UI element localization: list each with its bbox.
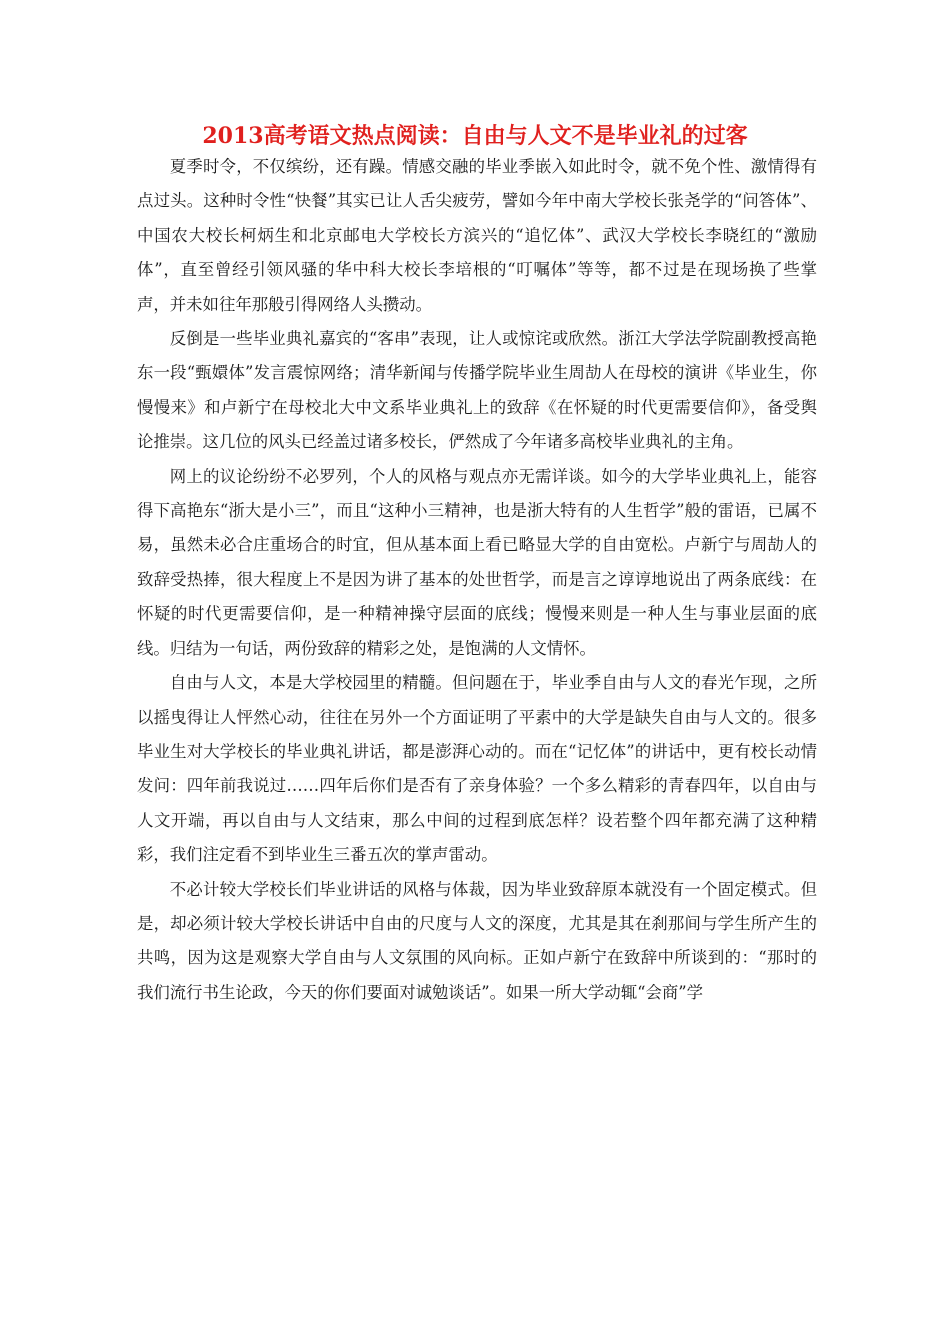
paragraph: 反倒是一些毕业典礼嘉宾的“客串”表现，让人或惊诧或欣然。浙江大学法学院副教授高艳东一段“甄嬛体”发言震惊网络；清华新闻与传播学院毕业生周劼人在母校的演讲《毕业生，你慢慢来》和卢新宁在母校北大中文系毕业典礼上的致辞《在怀疑的时代更需要信仰》，备受舆论推崇。这几位的风头已经盖过诸多校长，俨然成了今年诸多高校毕业典礼的主角。: [137, 329, 817, 452]
paragraph: 不必计较大学校长们毕业讲话的风格与体裁，因为毕业致辞原本就没有一个固定模式。但是，却必须计较大学校长讲话中自由的尺度与人文的深度，尤其是其在刹那间与学生所产生的共鸣，因为这是观察大学自由与人文氛围的风向标。正如卢新宁在致辞中所谈到的：“那时的我们流行书生论政，今天的你们要面对诚勉谈话”。如果一所大学动辄“会商”学: [137, 879, 817, 1002]
paragraph: 自由与人文，本是大学校园里的精髓。但问题在于，毕业季自由与人文的春光乍现，之所以摇曳得让人怦然心动，往往在另外一个方面证明了平素中的大学是缺失自由与人文的。很多毕业生对大学校长的毕业典礼讲话，都是澎湃心动的。而在“记忆体”的讲话中，更有校长动情发问：四年前我说过……四年后你们是否有了亲身体验？一个多么精彩的青春四年，以自由与人文开端，再以自由与人文结束，那么中间的过程到底怎样？设若整个四年都充满了这种精彩，我们注定看不到毕业生三番五次的掌声雷动。: [137, 673, 817, 865]
paragraph: 夏季时令，不仅缤纷，还有躁。情感交融的毕业季嵌入如此时令，就不免个性、激情得有点过头。这种时令性“快餐”其实已让人舌尖疲劳，譬如今年中南大学校长张尧学的“问答体”、中国农大校长柯炳生和北京邮电大学校长方滨兴的“追忆体”、武汉大学校长李晓红的“激励体”，直至曾经引领风骚的华中科大校长李培根的“叮嘱体”等等，都不过是在现场换了些掌声，并未如往年那般引得网络人头攒动。: [137, 157, 817, 314]
article-title: 2013高考语文热点阅读：自由与人文不是毕业礼的过客: [202, 123, 748, 149]
paragraph: 网上的议论纷纷不必罗列，个人的风格与观点亦无需详谈。如今的大学毕业典礼上，能容得下高艳东“浙大是小三”，而且“这种小三精神，也是浙大特有的人生哲学”般的雷语，已属不易，虽然未必合庄重场合的时宜，但从基本面上看已略显大学的自由宽松。卢新宁与周劼人的致辞受热捧，很大程度上不是因为讲了基本的处世哲学，而是言之谆谆地说出了两条底线：在怀疑的时代更需要信仰，是一种精神操守层面的底线；慢慢来则是一种人生与事业层面的底线。归结为一句话，两份致辞的精彩之处，是饱满的人文情怀。: [137, 466, 817, 658]
article-body: [137, 150, 817, 1010]
